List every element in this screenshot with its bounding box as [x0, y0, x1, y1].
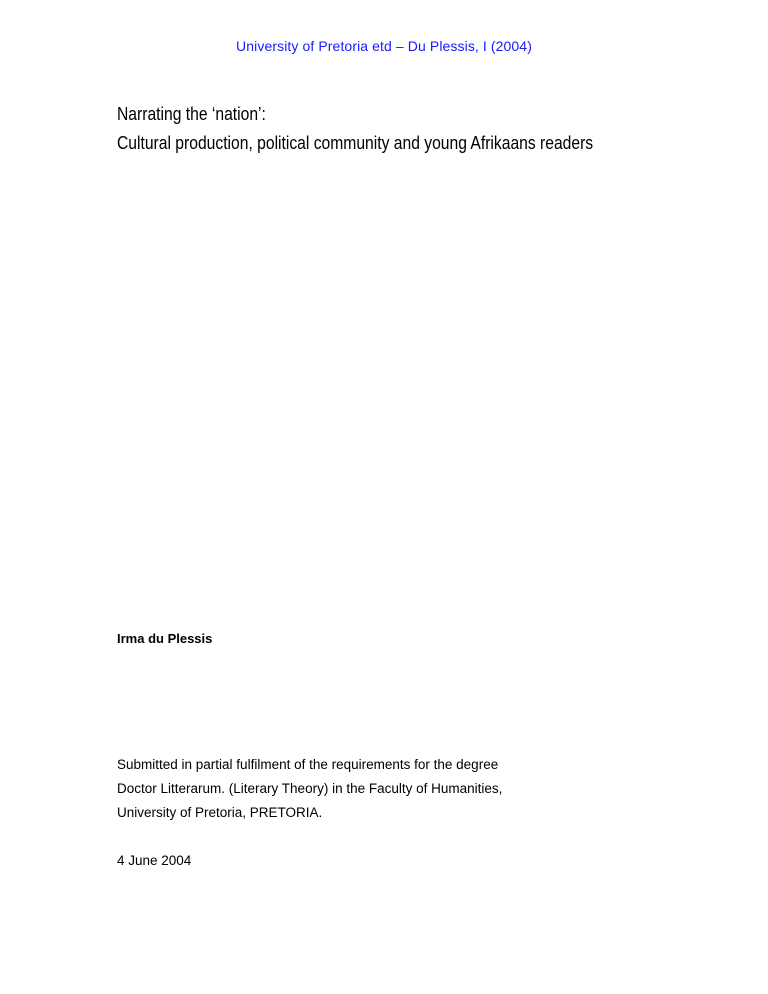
title-line-1: Narrating the ‘nation’: — [117, 104, 266, 124]
title-line-2: Cultural production, political community and young Afrikaans readers — [117, 133, 594, 153]
submission-line-1: Submitted in partial fulfilment of the requirements for the degree — [117, 757, 499, 772]
thesis-title — [117, 100, 593, 158]
submission-line-2: Doctor Litterarum. (Literary Theory) in the Faculty of Humanities, — [117, 781, 503, 796]
submission-statement — [117, 753, 502, 825]
submission-date: 4 June 2004 — [117, 853, 192, 868]
author-name: Irma du Plessis — [117, 631, 213, 646]
submission-line-3: University of Pretoria, PRETORIA. — [117, 805, 323, 820]
source-header: University of Pretoria etd – Du Plessis, I (2004) — [236, 38, 532, 54]
